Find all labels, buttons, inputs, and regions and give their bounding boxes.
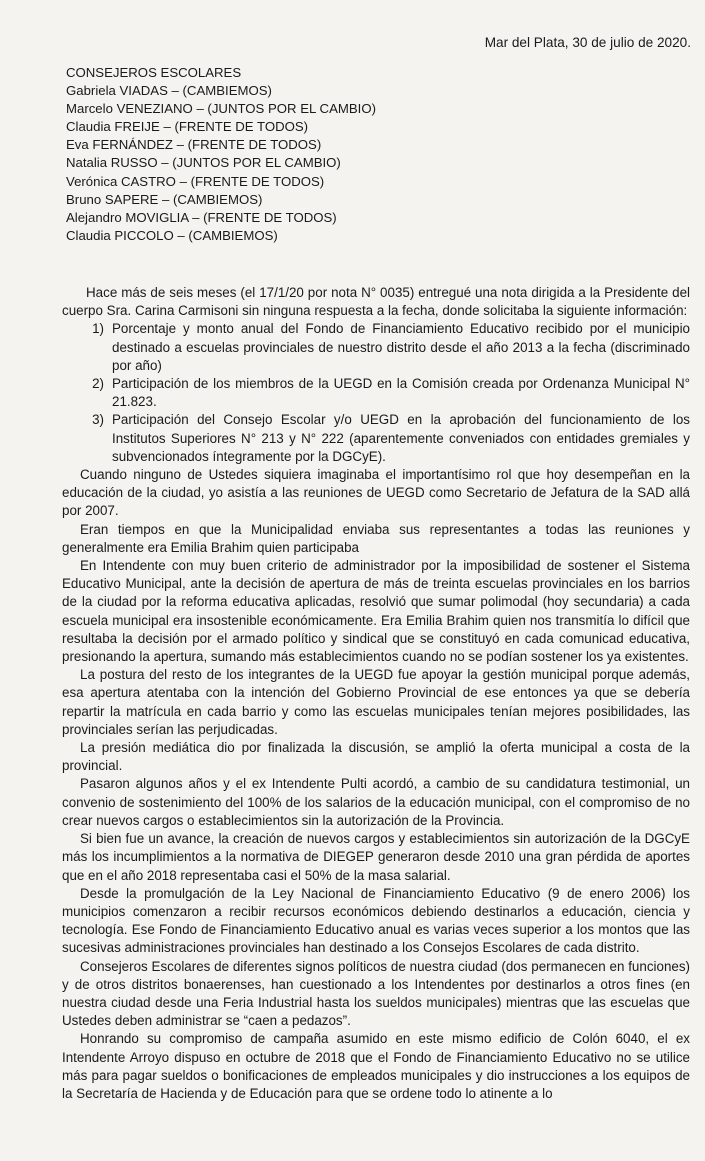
request-text: Participación del Consejo Escolar y/o UEGD en la aprobación del funcionamiento de los Institutos Superiores N° 213 y N° 222 (aparentemente conveniados con entidades gremiales y subvencionados íntegramente por la DGCyE). [112,412,690,464]
request-text: Participación de los miembros de la UEGD en la Comisión creada por Ordenanza Municipal N° 21.823. [112,376,690,410]
letter-body [62,284,690,1103]
request-item [62,320,690,375]
recipient-line: Claudia PICCOLO – (CAMBIEMOS) [66,227,278,243]
body-paragraph: Desde la promulgación de la Ley Nacional de Financiamiento Educativo (9 de enero 2006) los municipios comenzaron a recibir recursos económicos debiendo destinarlos a educación, ciencia y tecnología. Ese Fondo de Financiamiento Educativo anual es varias veces superior a los montos que las sucesivas administraciones provinciales han destinado a los Consejos Escolares de cada distrito. [62,885,690,956]
body-paragraph: Eran tiempos en que la Municipalidad enviaba sus representantes a todas las reuniones y generalmente era Emilia Brahim quien participaba [62,521,690,555]
recipients-heading: CONSEJEROS ESCOLARES [66,65,242,80]
body-paragraph: La postura del resto de los integrantes de la UEGD fue apoyar la gestión municipal porque además, esa apertura atentaba con la intención del Gobierno Provincial de ese entonces ya que se debería repartir la matrícula en cada barrio y como las escuelas municipales tenían mejores posibilidades, las provinciales serían las perjudicadas. [62,667,690,737]
body-paragraph: En Intendente con muy buen criterio de administrador por la imposibilidad de sostener el Sistema Educativo Municipal, ante la decisión de apertura de más de treinta escuelas provinciales en los barrios de la ciudad por la reforma educativa aplicadas, resolvió que sumar polimodal (hoy secundaria) a cada escuela municipal era insostenible económicamente. Era Emilia Brahim quien nos transmitía lo difícil que resultaba la decisión por el armado político y sindical que se constituyó en cada comunicad educativa, presionando la apertura, sumando más establecimientos cuando no se podían sostener los ya existentes. [62,558,690,665]
recipient-line: Alejandro MOVIGLIA – (FRENTE DE TODOS) [66,209,337,225]
body-paragraph: Pasaron algunos años y el ex Intendente Pulti acordó, a cambio de su candidatura testimonial, un convenio de sostenimiento del 100% de los salarios de la educación municipal, con el compromiso de no crear nuevos cargos o establecimientos sin la autorización de la Provincia. [62,776,690,828]
recipient-line: Claudia FREIJE – (FRENTE DE TODOS) [66,119,309,135]
body-paragraph: La presión mediática dio por finalizada la discusión, se amplió la oferta municipal a costa de la provincial. [62,740,690,774]
body-paragraph: Si bien fue un avance, la creación de nuevos cargos y establecimientos sin autorización de la DGCyE más los incumplimientos a la normativa de DIEGEP generaron desde 2010 una gran pérdida de aportes que en el año 2018 representaba casi el 50% de la masa salarial. [62,831,690,883]
recipient-line: Natalia RUSSO – (JUNTOS POR EL CAMBIO) [66,155,341,171]
body-paragraph: Consejeros Escolares de diferentes signos políticos de nuestra ciudad (dos permanecen en funciones) y de otros distritos bonaerenses, han cuestionado a los Intendentes por destinarlos a otros fines (en nuestra ciudad desde una Feria Industrial hasta los sueldos municipales) mientras que las escuelas que Ustedes deben administrar se “caen a pedazos”. [62,958,690,1029]
date-line: Mar del Plata, 30 de julio de 2020. [484,35,691,50]
recipient-line: Eva FERNÁNDEZ – (FRENTE DE TODOS) [66,137,322,153]
body-paragraph: Cuando ninguno de Ustedes siquiera imaginaba el importantísimo rol que hoy desempeñan en la educación de la ciudad, yo asistía a las reuniones de UEGD como Secretario de Jefatura de la SAD allá por 2007. [62,467,690,519]
recipient-line: Gabriela VIADAS – (CAMBIEMOS) [66,83,272,99]
recipient-line: Bruno SAPERE – (CAMBIEMOS) [66,191,263,207]
request-number: 1) [92,321,104,337]
intro-paragraph: Hace más de seis meses (el 17/1/20 por nota N° 0035) entregué una nota dirigida a la Presidente del cuerpo Sra. Carina Carmisoni sin ninguna respuesta a la fecha, donde solicitaba la siguiente información: [62,285,690,319]
request-number: 3) [92,412,104,428]
recipient-line: Verónica CASTRO – (FRENTE DE TODOS) [66,173,325,189]
body-paragraph: Honrando su compromiso de campaña asumido en este mismo edificio de Colón 6040, el ex Intendente Arroyo dispuso en octubre de 2018 que el Fondo de Financiamiento Educativo no se utilice más para pagar sueldos o bonificaciones de empleados municipales y dio instrucciones a los equipos de la Secretaría de Hacienda y de Educación para que se ordene todo lo atinente a lo [62,1031,690,1101]
recipient-line: Marcelo VENEZIANO – (JUNTOS POR EL CAMBIO) [66,101,376,117]
request-item [62,375,690,411]
request-number: 2) [92,376,104,392]
request-item [62,411,690,466]
request-text: Porcentaje y monto anual del Fondo de Financiamiento Educativo recibido por el municipio destinado a escuelas provinciales de nuestro distrito desde el año 2013 a la fecha (discriminado por año) [112,321,690,373]
recipients-block [66,64,376,245]
request-list [62,320,690,466]
